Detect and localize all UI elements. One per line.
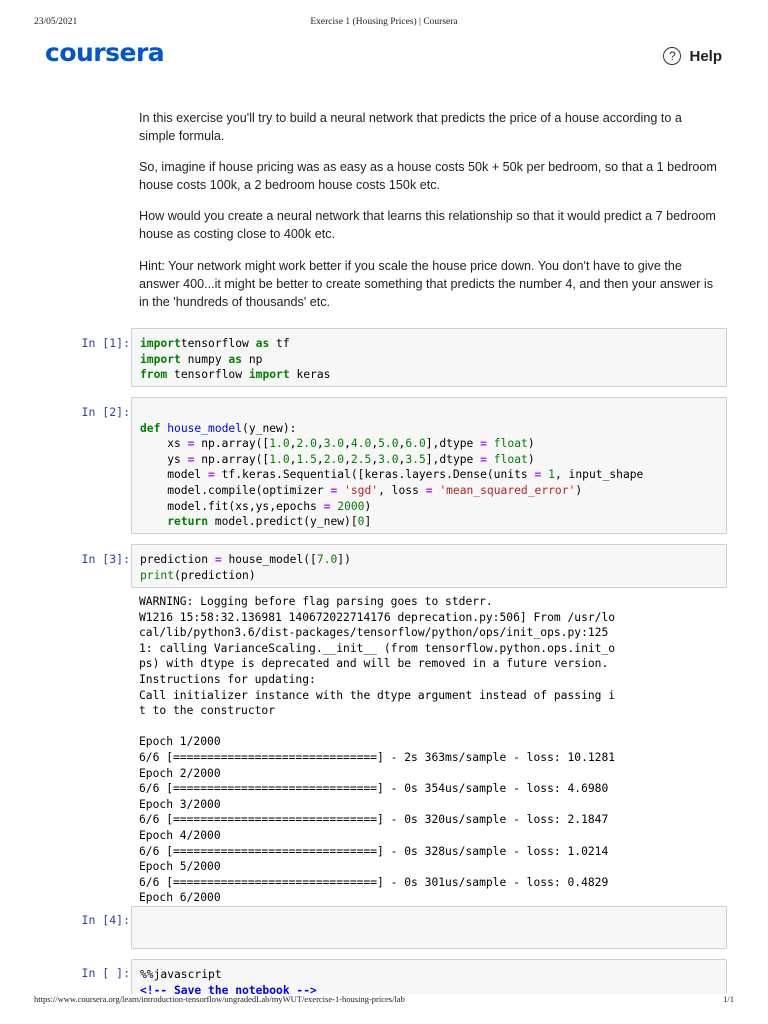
markdown-paragraph [139,158,719,194]
code-text [140,515,167,528]
code-token-num: 6.0 [405,437,426,451]
code-text: , input_shape [554,468,644,482]
code-text: xs [140,437,188,451]
code-token-op: = [208,468,215,482]
code-text: ],dtype [425,452,481,466]
code-token-kw: from [140,368,168,382]
code-token-str: 'mean_squared_error' [439,483,576,497]
markdown-paragraph [139,207,719,243]
code-text: , [398,452,406,466]
code-token-kw: return [167,515,209,529]
code-text: ) [364,499,372,513]
code-token-num: 0 [357,515,365,529]
code-token-num: 1.0 [269,452,290,466]
code-editor[interactable] [132,960,726,998]
code-text: ys [140,452,188,466]
code-text: , [289,437,297,451]
question-circle-icon: ? [663,47,681,65]
code-editor[interactable] [132,398,726,530]
code-token-cm: <!-- Save the notebook --> [140,983,317,997]
code-token-str: 'sgd' [344,483,379,497]
print-header [0,17,768,31]
print-page-count: 1/1 [723,994,734,1004]
code-token-op: = [214,553,222,566]
code-token-num: 5.0 [378,437,399,451]
code-text: , [344,437,351,451]
print-date: 23/05/2021 [34,17,78,27]
code-token-op: = [480,452,487,466]
code-token-kw: def [140,421,161,435]
cell-prompt: In [ ]: [81,966,130,980]
code-editor[interactable] [132,329,726,383]
help-button[interactable] [663,46,722,66]
code-cell[interactable] [131,959,727,997]
code-text [487,453,494,466]
print-footer [0,994,768,1008]
markdown-paragraph [139,109,719,145]
code-cell[interactable] [131,906,727,949]
code-token-bi: float [493,437,528,451]
code-text: tf.keras.Sequential([keras.layers.Dense(units [214,468,535,482]
code-token-op: = [323,499,331,513]
cell-output [139,594,729,905]
code-text: tensorflow [167,368,249,382]
code-text: ],dtype [425,437,481,451]
code-text: ] [364,515,372,529]
code-token-num: 2.0 [323,452,345,466]
code-text: numpy [180,352,229,366]
code-token-kw: as [228,352,243,366]
markdown-paragraph [139,257,719,311]
cell-prompt: In [1]: [81,336,130,350]
code-text: tensorflow [180,337,256,350]
code-text: house_model([ [221,553,317,566]
print-page-title: Exercise 1 (Housing Prices) | Coursera [310,17,458,27]
code-token-op: = [187,452,195,466]
code-text: , loss [378,483,426,497]
code-text: keras [289,368,331,382]
code-text: (prediction) [174,568,256,582]
code-text [487,437,494,450]
question-paragraph: How would you create a neural network that learns this relationship so that it would predict a 7 bedroom house as costing close to 400k etc. [139,209,716,241]
code-text: model.fit(xs,ys,epochs [140,499,324,513]
code-token-num: 3.0 [378,452,399,466]
code-token-kw: import [140,352,181,366]
intro-paragraph: In this exercise you'll try to build a neural network that predicts the price of a house according to a simple formula. [139,111,682,143]
code-text: , [316,437,324,451]
code-token-kw: as [255,337,270,350]
code-editor[interactable] [132,907,726,914]
code-token-op: = [187,437,195,451]
code-text: np.array([ [194,437,270,451]
code-text: np.array([ [194,452,270,466]
code-token-bi: float [493,452,528,466]
code-text: ]) [337,553,351,566]
code-token-kw: import [140,337,181,350]
code-cell[interactable] [131,328,727,387]
cell-prompt: In [4]: [81,913,130,927]
code-token-op: = [425,483,433,497]
cell-prompt: In [3]: [81,552,130,566]
code-text: (y_new): [242,421,297,435]
code-text: np [242,352,263,366]
code-token-num: 7.0 [316,553,338,566]
code-cell[interactable] [131,397,727,534]
code-token-fn: house_model [167,421,243,435]
code-token-bi: print [140,568,175,582]
code-text: ) [527,437,535,451]
code-token-num: 3.0 [323,437,345,451]
code-text: , [371,437,379,451]
code-text: , [316,452,324,466]
code-text: , [371,452,379,466]
code-token-num: 1.0 [269,437,290,451]
print-url: https://www.coursera.org/learn/introduction-tensorflow/ungradedLab/myWUT/exercise-1-housing-prices/lab [34,994,405,1004]
code-text: model.compile(optimizer [140,483,331,497]
code-token-num: 2.5 [350,452,372,466]
code-token-num: 2.0 [296,437,317,451]
pricing-paragraph: So, imagine if house pricing was as easy as a house costs 50k + 50k per bedroom, so that a 1 bedroom house costs 100k, a 2 bedroom house costs 150k etc. [139,160,717,192]
code-token-kw: import [248,368,290,382]
code-token-num: 1.5 [296,452,317,466]
code-text: model.predict(y_new)[ [208,515,358,529]
code-text: ) [527,452,535,466]
code-token-op: = [480,437,487,451]
code-token-num: 1 [548,468,555,482]
code-token-op: = [534,468,542,482]
code-token-num: 4.0 [350,437,372,451]
output-text: WARNING: Logging before flag parsing goes to stderr. W1216 15:58:32.136981 140672022714176 deprecation.py:506] From /usr/lo cal/lib/python3.6/dist-packages/tensorflow/python/ops/init_ops.py:125 1: calling VarianceScaling.__init__ (from tensorflow.python.ops.init_o ps) with dtype is deprecated and will be removed in a future version. Instructions for updating: Call initializer instance with the dtype argument instead of passing i t to the constructor Epoch 1/2000 6/6 [==============================] - 2s 363ms/sample - loss: 10.1281 Epoch 2/2000 6/6 [==============================] - 0s 354us/sample - loss: 4.6980 Epoch 3/2000 6/6 [==============================] - 0s 320us/sample - loss: 2.1847 Epoch 4/2000 6/6 [==============================] - 0s 328us/sample - loss: 1.0214 Epoch 5/2000 6/6 [==============================] - 0s 301us/sample - loss: 0.4829 Epoch 6/2000 [139,595,616,905]
code-text: tf [269,337,290,350]
hint-paragraph: Hint: Your network might work better if you scale the house price down. You don't have to give the answer 400...it might be better to create something that predicts the number 4, and then your answer is in the 'hundreds of thousands' etc. [139,259,714,309]
code-token-num: 3.5 [405,452,426,466]
code-text: model [140,468,209,482]
code-token-num: 2000 [337,499,365,513]
code-text: ) [575,483,583,497]
help-label: Help [689,47,722,65]
code-token-op: = [330,483,338,497]
cell-prompt: In [2]: [81,405,130,419]
code-text: , [398,437,406,451]
code-text: , [344,452,351,466]
code-editor[interactable] [132,545,726,583]
code-text: %%javascript [140,968,222,981]
code-text: prediction [140,553,215,566]
code-cell[interactable] [131,544,727,588]
coursera-logo[interactable]: coursera [45,38,165,67]
code-text: , [289,452,297,466]
